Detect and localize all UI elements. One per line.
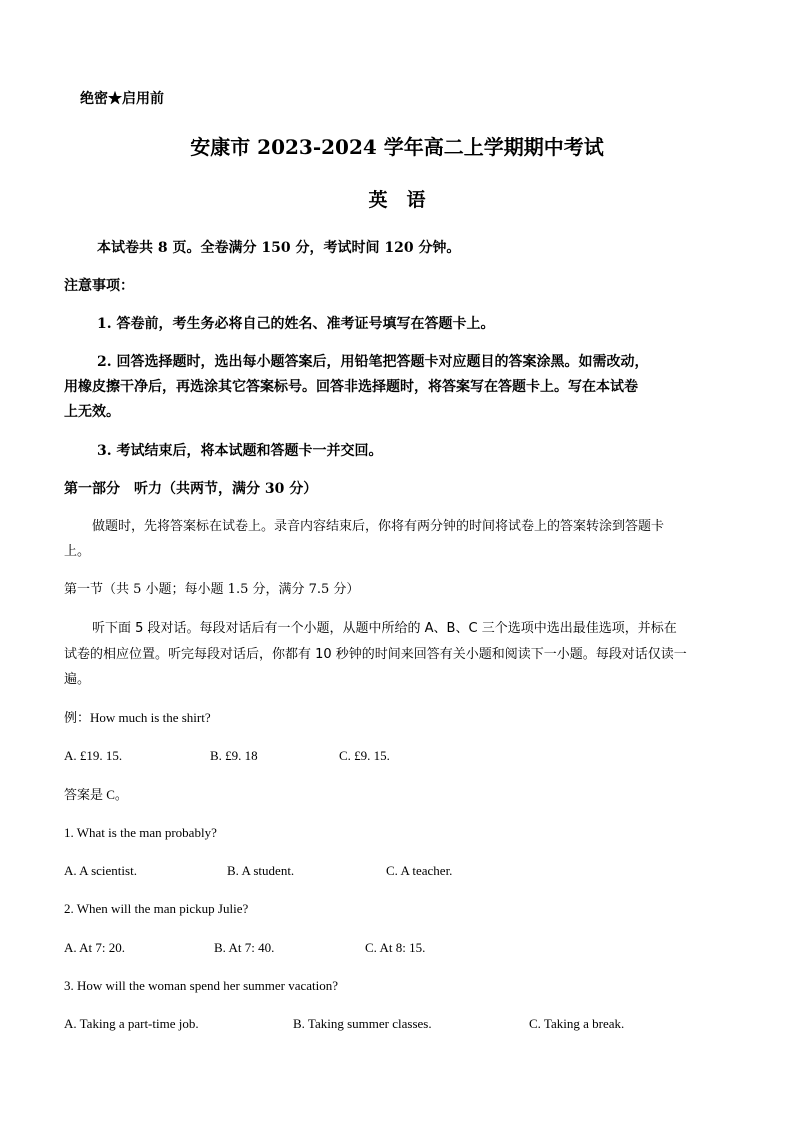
example-option-b: B. £9. 18 xyxy=(210,748,258,763)
note-item-1: 1. 答卷前，考生务必将自己的姓名、准考证号填写在答题卡上。 xyxy=(97,316,495,332)
part1-instruction-line-1: 做题时，先将答案标在试卷上。录音内容结束后，你将有两分钟的时间将试卷上的答案转涂到答题卡 xyxy=(92,519,665,534)
question-2-option-c: C. At 8: 15. xyxy=(365,940,426,955)
example-answer: 答案是 C。 xyxy=(64,787,128,802)
question-3-option-a: A. Taking a part-time job. xyxy=(64,1016,199,1031)
secret-mark: 绝密★启用前 xyxy=(80,91,164,107)
note-item-2-line-2: 用橡皮擦干净后，再选涂其它答案标号。回答非选择题时，将答案写在答题卡上。写在本试卷 xyxy=(64,379,638,395)
question-3: 3. How will the woman spend her summer vacation? xyxy=(64,978,339,993)
subject-title: 英 语 xyxy=(368,189,426,211)
exam-intro: 本试卷共 8 页。全卷满分 150 分，考试时间 120 分钟。 xyxy=(97,240,461,256)
question-1-option-a: A. A scientist. xyxy=(64,863,137,878)
example-option-a: A. £19. 15. xyxy=(64,748,123,763)
notes-heading: 注意事项： xyxy=(64,278,134,294)
question-1: 1. What is the man probably? xyxy=(64,825,217,840)
section1-instruction-line-3: 遍。 xyxy=(64,672,91,687)
question-3-option-b: B. Taking summer classes. xyxy=(293,1016,432,1031)
question-3-option-c: C. Taking a break. xyxy=(529,1016,625,1031)
note-item-2-line-3: 上无效。 xyxy=(64,404,120,420)
note-item-3: 3. 考试结束后，将本试题和答题卡一并交回。 xyxy=(97,443,383,459)
question-1-option-c: C. A teacher. xyxy=(386,863,453,878)
question-1-option-b: B. A student. xyxy=(227,863,295,878)
section1-heading: 第一节（共 5 小题；每小题 1.5 分，满分 7.5 分） xyxy=(64,582,360,597)
example-question: 例：How much is the shirt? xyxy=(64,710,211,725)
part1-instruction-line-2: 上。 xyxy=(64,544,91,559)
question-2-option-b: B. At 7: 40. xyxy=(214,940,275,955)
exam-title: 安康市 2023-2024 学年高二上学期期中考试 xyxy=(190,135,604,159)
note-item-2-line-1: 2. 回答选择题时，选出每小题答案后，用铅笔把答题卡对应题目的答案涂黑。如需改动， xyxy=(97,354,649,370)
part1-heading: 第一部分 听力（共两节，满分 30 分） xyxy=(64,481,318,497)
example-option-c: C. £9. 15. xyxy=(339,748,390,763)
section1-instruction-line-2: 试卷的相应位置。听完每段对话后，你都有 10 秒钟的时间来回答有关小题和阅读下一小题。每段对话仅读一 xyxy=(64,647,687,662)
section1-instruction-line-1: 听下面 5 段对话。每段对话后有一个小题，从题中所给的 A、B、C 三个选项中选出最佳选项，并标在 xyxy=(92,621,677,636)
question-2-option-a: A. At 7: 20. xyxy=(64,940,126,955)
question-2: 2. When will the man pickup Julie? xyxy=(64,901,249,916)
